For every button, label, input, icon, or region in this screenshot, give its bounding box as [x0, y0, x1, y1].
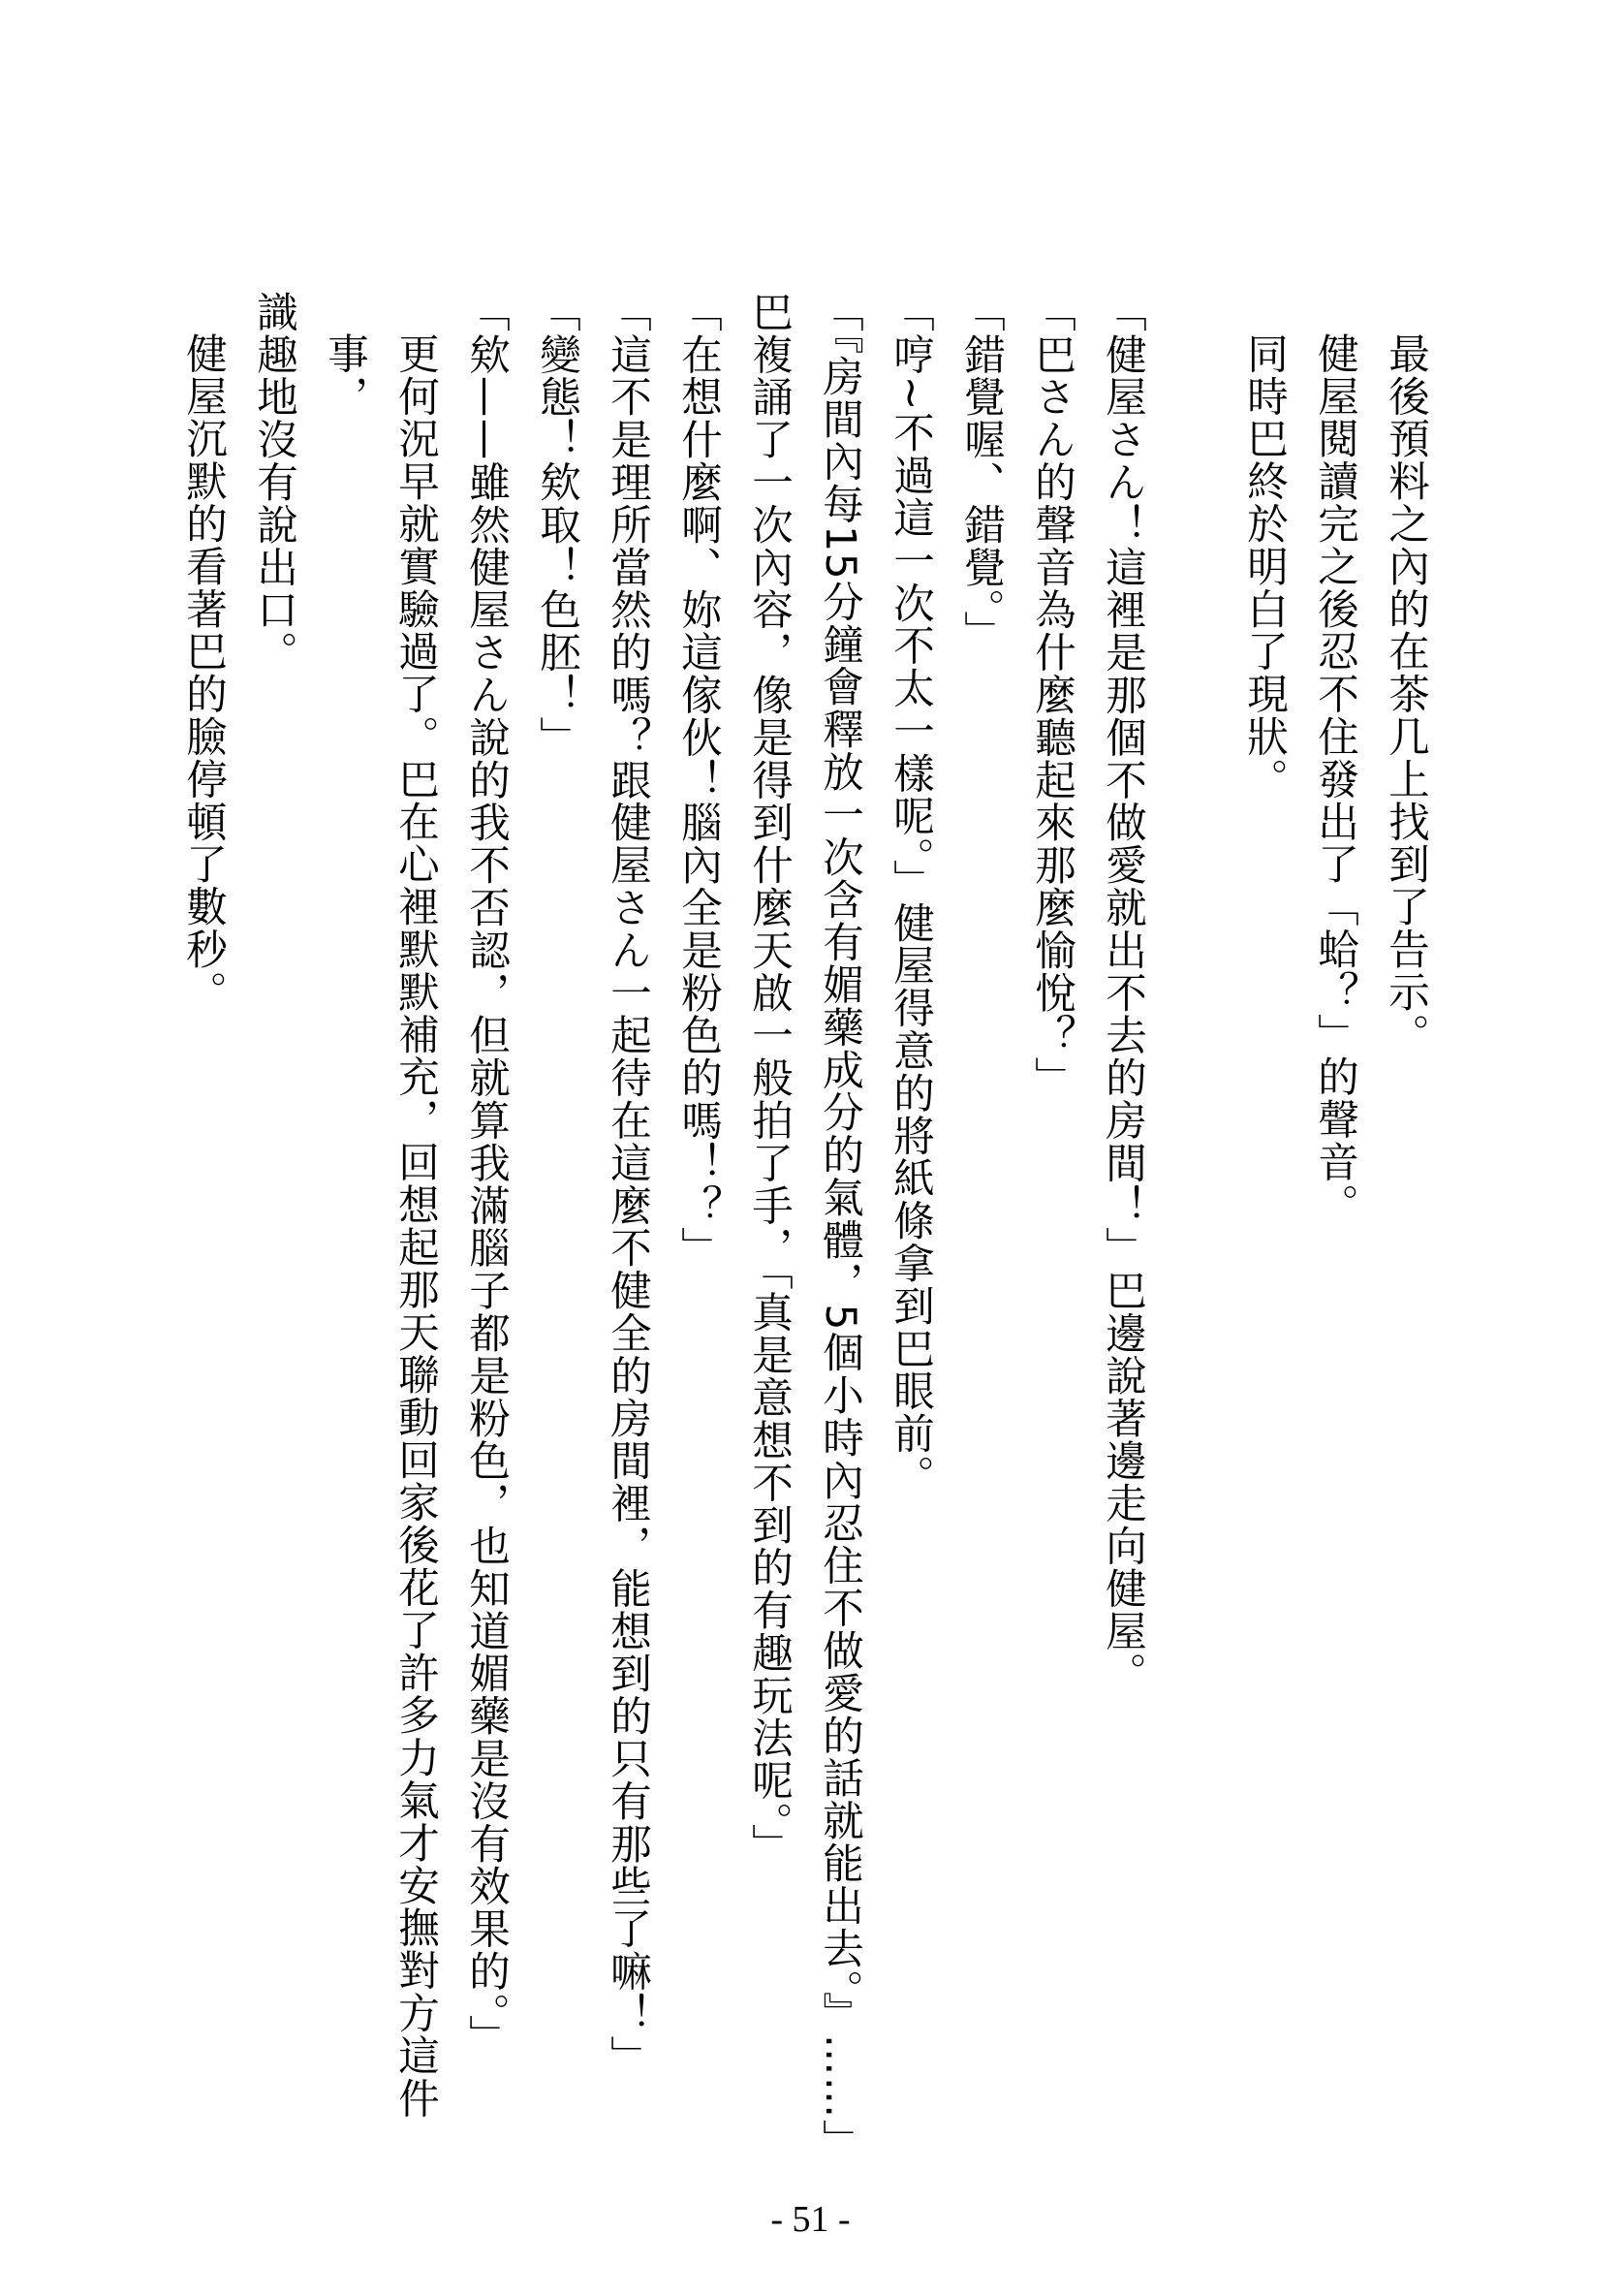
text-line: 巴複誦了一次內容，像是得到什麼天啟一般拍了手，「真是意想不到的有趣玩法呢。」 — [745, 291, 793, 1867]
page-number: - 51 - — [770, 2199, 851, 2240]
text-line: 「欸——雖然健屋さん說的我不否認，但就算我滿腦子都是粉色，也知道媚藥是沒有效果的。」 — [462, 291, 510, 2058]
text-line: 「巴さん的聲音為什麼聽起來那麼愉悅？」 — [1028, 291, 1075, 1100]
text-line: 「哼~不過這一次不太一樣呢。」健屋得意的將紙條拿到巴眼前。 — [887, 291, 934, 1497]
text-line: 「在想什麼啊、妳這傢伙！腦內全是粉色的嗎！？」 — [674, 291, 722, 1270]
text-line: 「變態！欸取！色胚！」 — [533, 291, 580, 759]
text-line: 更何況早就實驗過了。巴在心裡默默補充，回想起那天聯動回家後花了許多力氣才安撫對方這件事， — [321, 331, 439, 2120]
text-line: 「健屋さん！這裡是那個不做愛就出不去的房間！」巴邊說著邊走向健屋。 — [1099, 291, 1146, 1695]
text-line: 「這不是理所當然的嗎？跟健屋さん一起待在這麼不健全的房間裡，能想到的只有那些了嘛！」 — [604, 291, 651, 2078]
text-line: 同時巴終於明白了現狀。 — [1240, 331, 1288, 801]
paragraph-spacer — [1158, 291, 1229, 2186]
text-line: 識趣地沒有說出口。 — [250, 291, 297, 675]
text-line: 「錯覺喔、錯覺。」 — [957, 291, 1005, 653]
text-line: 健屋沉默的看著巴的臉停頓了數秒。 — [179, 331, 227, 1013]
vertical-text-body — [179, 291, 1441, 2186]
text-line: 「『房間內每15分鐘會釋放一次含有媚藥成分的氣體，5個小時內忍住不做愛的話就能出去。』……」 — [816, 291, 863, 2162]
text-line: 最後預料之內的在茶几上找到了告示。 — [1382, 331, 1429, 1055]
text-line: 健屋閱讀完之後忍不住發出了「蛤？」的聲音。 — [1311, 331, 1358, 1226]
